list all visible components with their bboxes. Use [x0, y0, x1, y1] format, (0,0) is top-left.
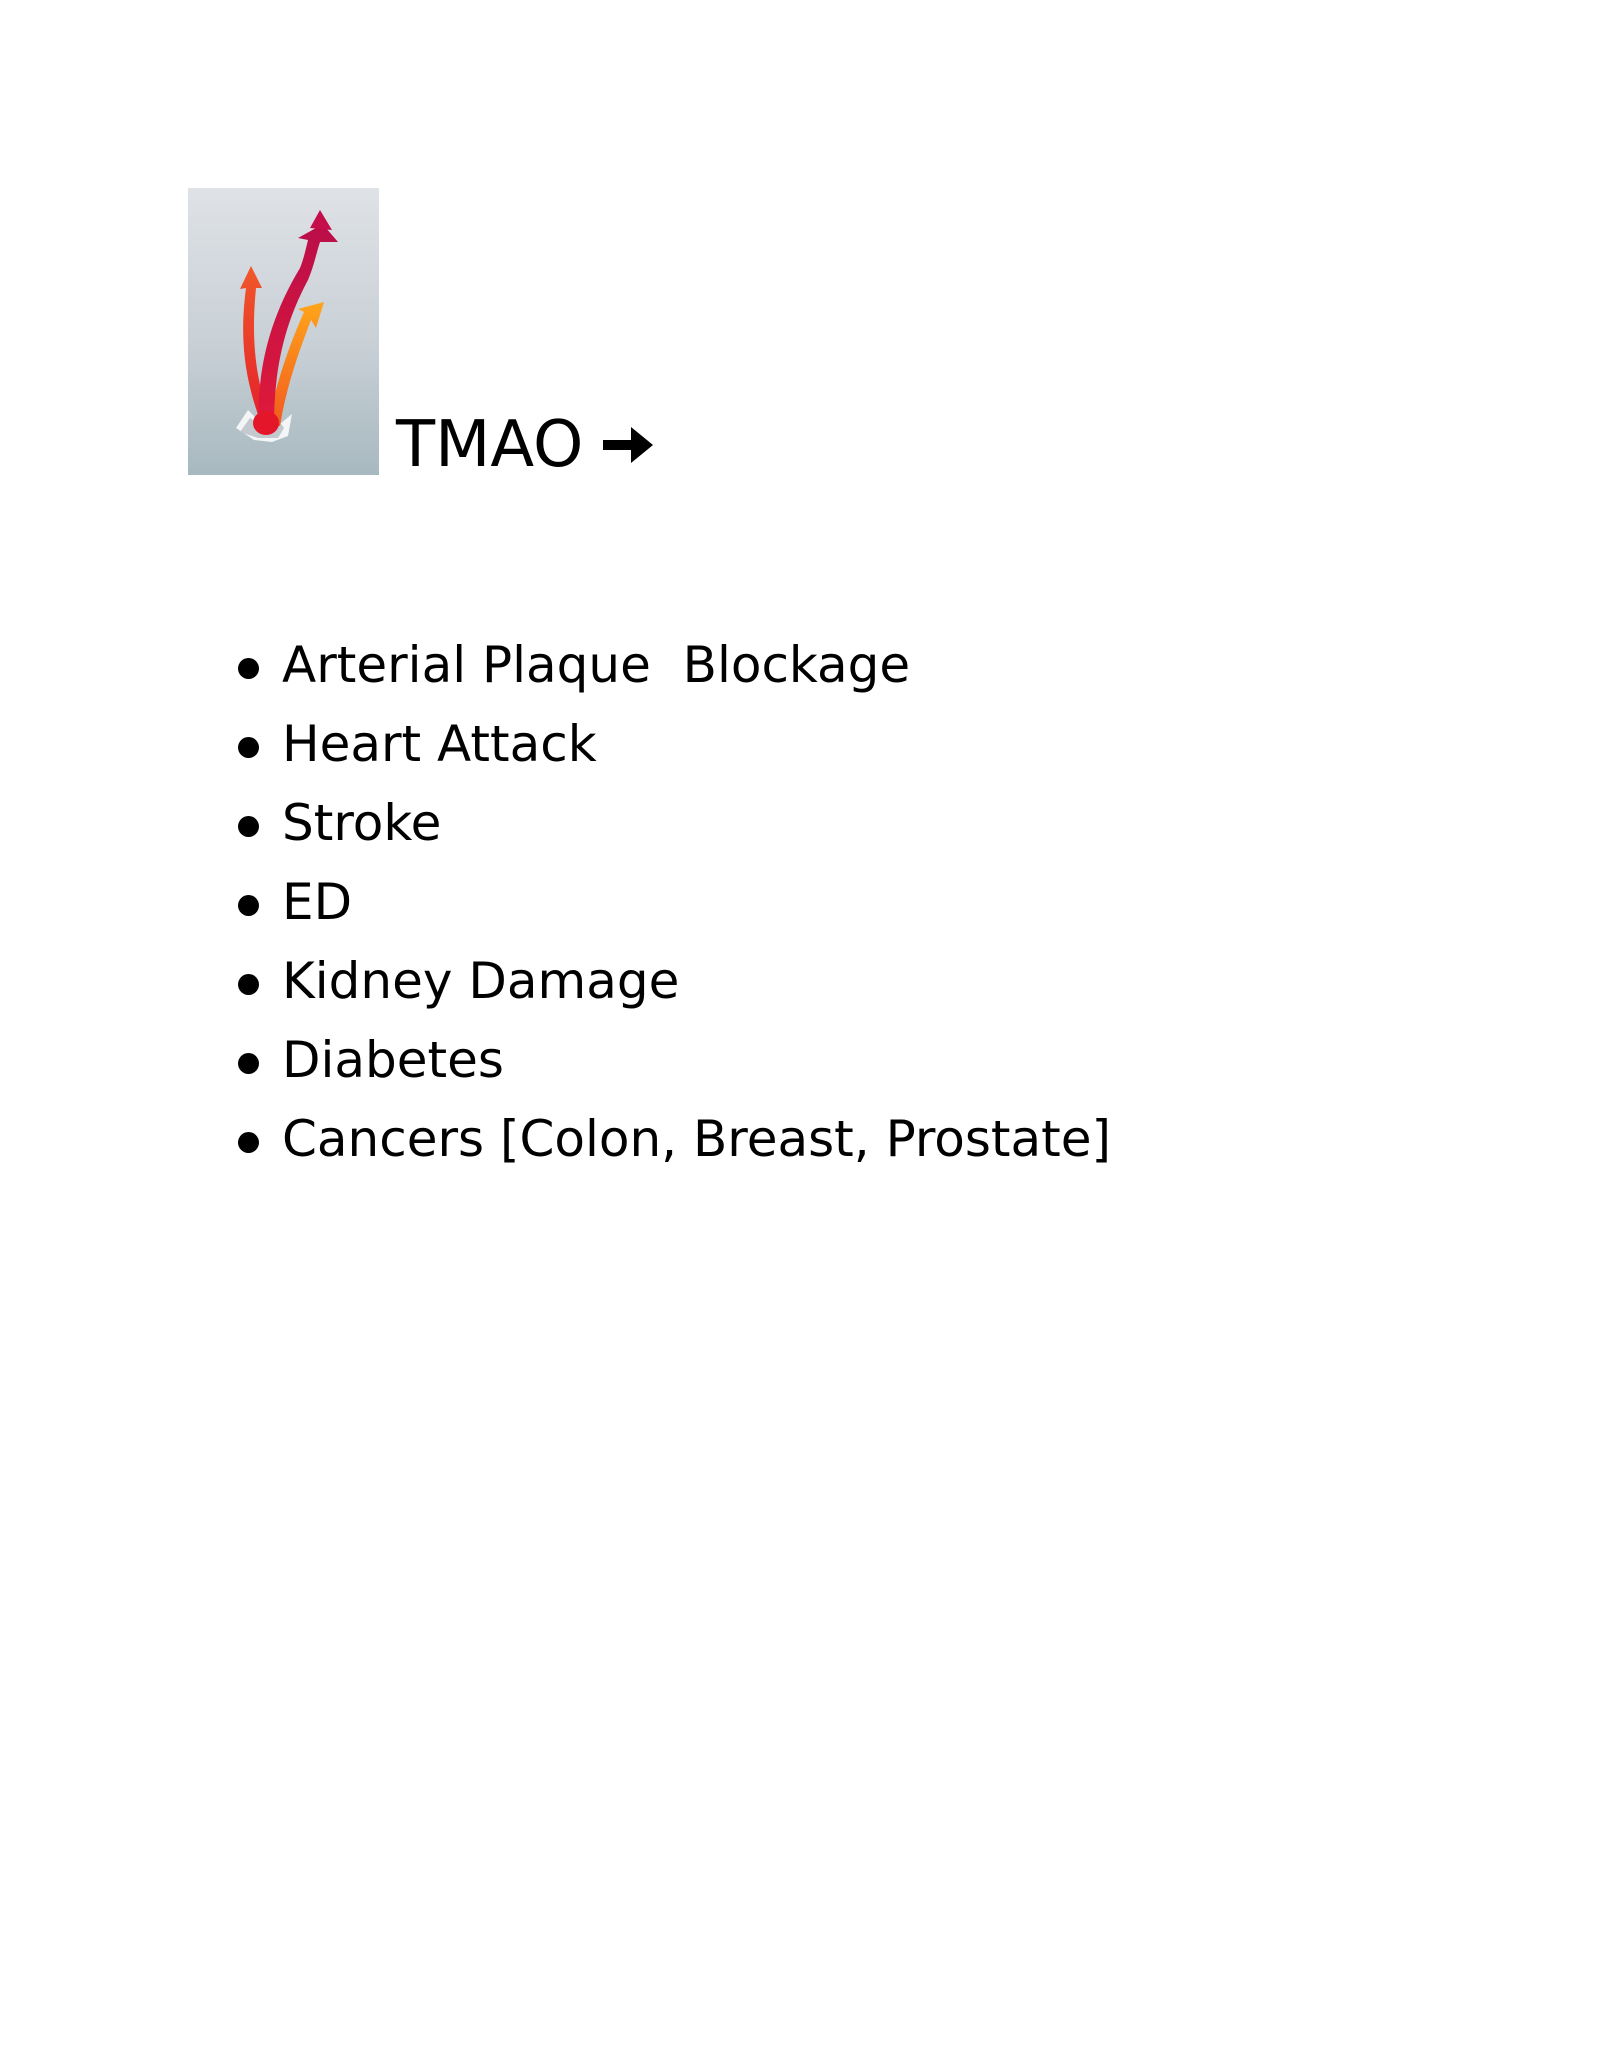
right-arrow-icon: [601, 423, 655, 467]
bullet-icon: [238, 658, 259, 679]
bullet-icon: [238, 974, 259, 995]
list-item-text: ED: [282, 873, 353, 931]
list-item-text: Heart Attack: [282, 715, 597, 773]
page-heading: [396, 405, 655, 485]
list-item-text: Kidney Damage: [282, 952, 680, 1010]
bullet-icon: [238, 737, 259, 758]
list-item-text: Arterial Plaque Blockage: [282, 636, 911, 694]
heading-title: TMAO: [396, 408, 584, 482]
rising-arrows-illustration-icon: [188, 188, 379, 475]
list-item-text: Cancers [Colon, Breast, Prostate]: [282, 1110, 1112, 1168]
list-item-text: Diabetes: [282, 1031, 504, 1089]
bullet-icon: [238, 816, 259, 837]
list-item-text: Stroke: [282, 794, 442, 852]
bullet-icon: [238, 895, 259, 916]
bullet-icon: [238, 1132, 259, 1153]
bullet-icon: [238, 1053, 259, 1074]
